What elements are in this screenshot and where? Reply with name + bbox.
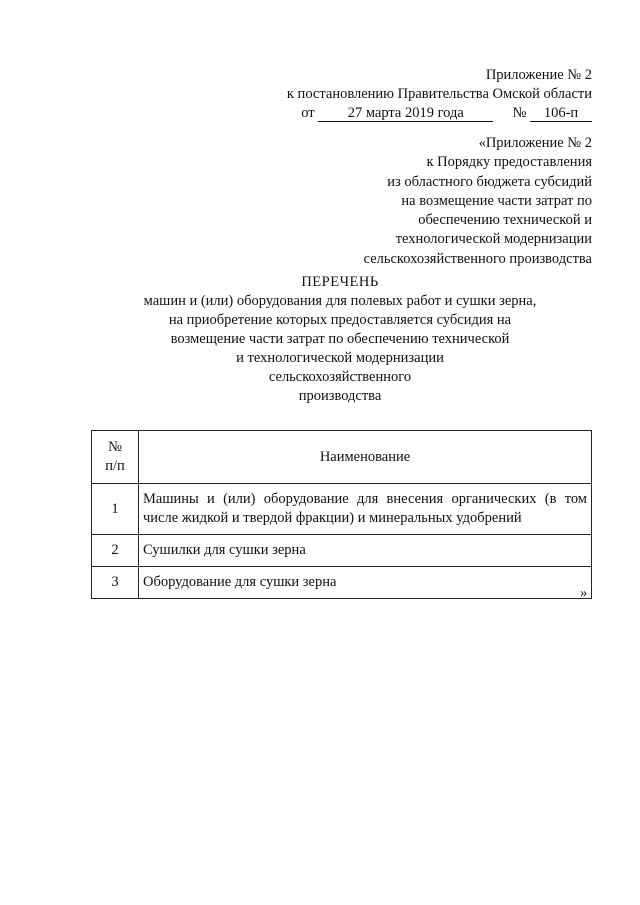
title-heading: ПЕРЕЧЕНЬ [301, 274, 379, 290]
resolution-date-number [287, 104, 592, 123]
header-num-abbr: п/п [105, 458, 125, 474]
approval-line: обеспечению технической и [418, 212, 592, 229]
resolution-date: 27 марта 2019 года [318, 106, 493, 122]
closing-quote: » [580, 585, 588, 601]
resolution-number: 106-п [530, 106, 592, 122]
title-line: сельскохозяйственного [268, 369, 412, 385]
document-title [90, 273, 590, 406]
approval-line: «Приложение № 2 [478, 135, 592, 151]
title-line: и технологической модернизации [236, 350, 444, 366]
table-row [92, 484, 592, 535]
column-header-number [92, 431, 139, 484]
table-row [92, 567, 592, 599]
number-prefix: № [512, 105, 527, 121]
approval-line: технологической модернизации [395, 231, 592, 248]
approval-line: из областного бюджета субсидий [387, 173, 592, 190]
row-name: Машины и (или) оборудование для внесения органических (в том числе жидкой и твердой фракции) и минеральных удобрений [139, 484, 592, 535]
table-row [92, 535, 592, 567]
row-number: 3 [92, 567, 139, 599]
equipment-table [91, 430, 592, 599]
table-header-row [92, 431, 592, 484]
row-name: Оборудование для сушки зерна [139, 567, 592, 599]
approval-line: к Порядку предоставления [426, 154, 592, 171]
approval-line: сельскохозяйственного производства [363, 250, 592, 267]
title-line: на приобретение которых предоставляется субсидия на [168, 312, 512, 328]
row-number: 1 [92, 484, 139, 535]
resolution-reference: к постановлению Правительства Омской области [286, 86, 592, 102]
resolution-header [287, 66, 592, 123]
approval-line: на возмещение части затрат по [401, 192, 592, 209]
appendix-label: Приложение № 2 [485, 67, 592, 83]
title-line: машин и (или) оборудования для полевых работ и сушки зерна, [143, 293, 537, 309]
header-num-symbol: № [108, 439, 122, 455]
title-line: производства [298, 388, 382, 404]
row-name: Сушилки для сушки зерна [139, 535, 592, 567]
procedure-appendix-reference [364, 134, 592, 269]
row-number: 2 [92, 535, 139, 567]
title-line: возмещение части затрат по обеспечению технической [170, 331, 510, 347]
column-header-name: Наименование [139, 431, 592, 484]
date-prefix: от [301, 105, 315, 121]
